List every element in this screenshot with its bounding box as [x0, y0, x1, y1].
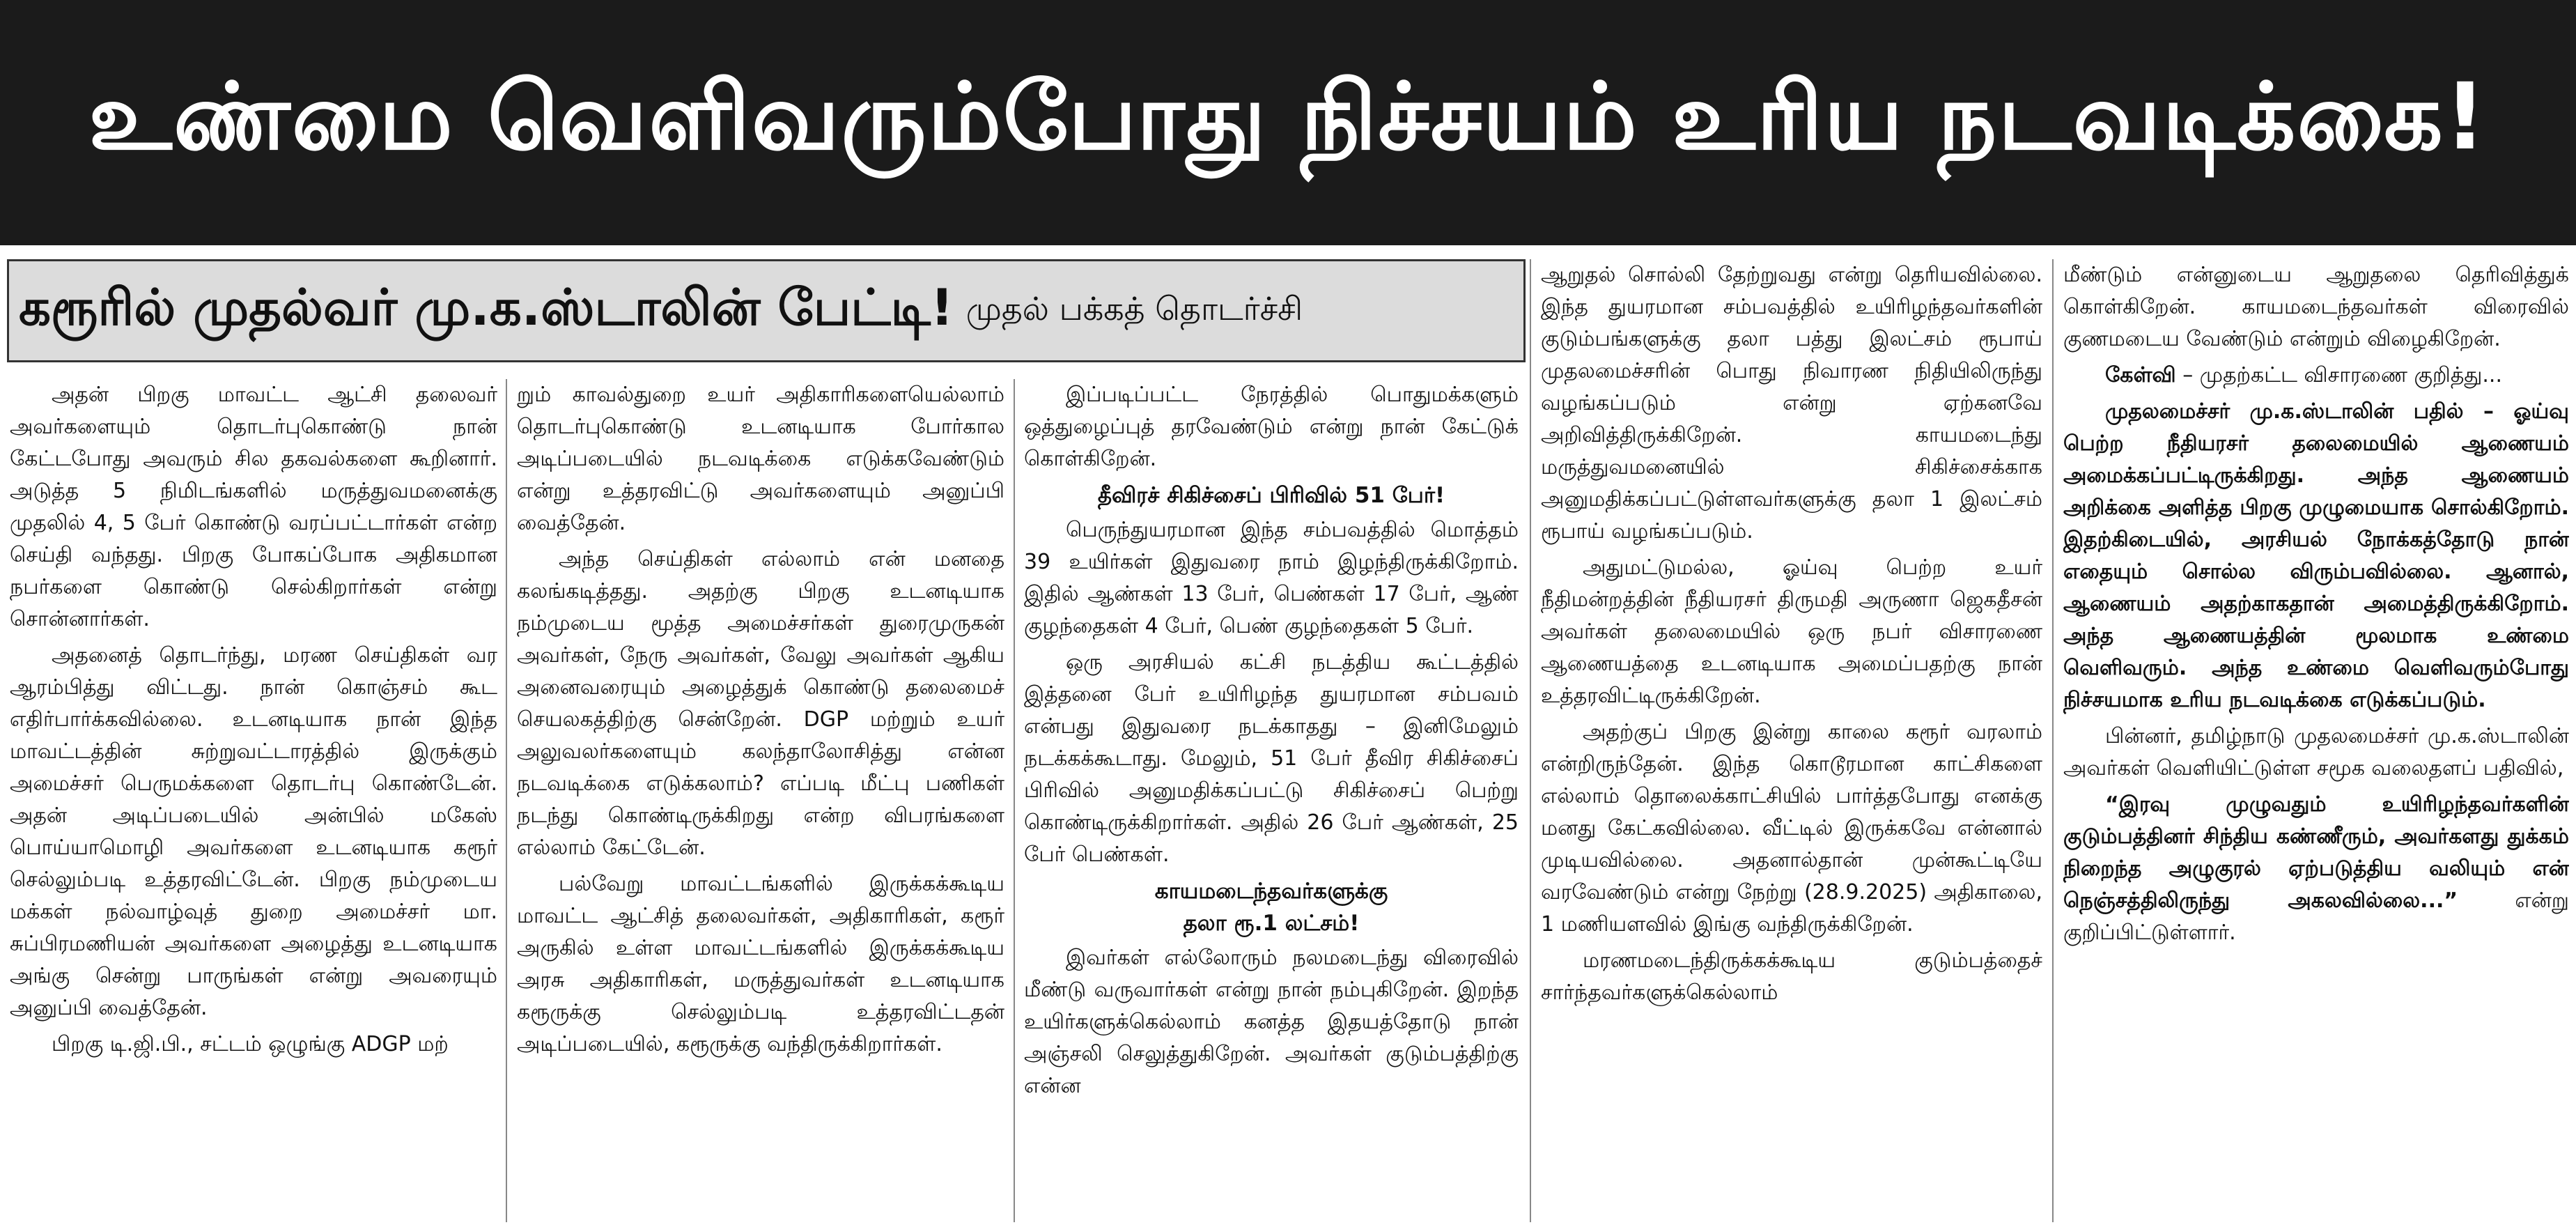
- answer-label: முதலமைச்சர் மு.க.ஸ்டாலின் பதில் –: [2105, 399, 2494, 424]
- section-heading: தலா ரூ.1 லட்சம்!: [1183, 911, 1360, 936]
- paragraph: அதன் பிறகு மாவட்ட ஆட்சி தலைவர் அவர்களையும் தொடர்புகொண்டு நான் கேட்டபோது அவரும் சில தகவல்களை கூறினார். அடுத்த 5 நிமிடங்களில் மருத்துவமனைக்கு முதலில் 4, 5 பேர் கொண்டு வரப்பட்டார்கள் என்ற செய்தி வந்தது. பிறகு போகப்போக அதிகமான நபர்களை கொண்டு செல்கிறார்கள் என்று சொன்னார்கள்.: [10, 383, 497, 631]
- headline: உண்மை வெளிவரும்போது நிச்சயம் உரிய நடவடிக்கை!: [88, 63, 2488, 171]
- question-label: கேள்வி: [2105, 363, 2176, 387]
- paragraph: றும் காவல்துறை உயர் அதிகாரிகளையெல்லாம் தொடர்புகொண்டு உடனடியாக போர்கால அடிப்படையில் நடவடிக்கை எடுக்கவேண்டும் என்று உத்தரவிட்டு அவர்களையும் அனுப்பி வைத்தேன்.: [517, 383, 1004, 535]
- social-media-quote: “இரவு முழுவதும் உயிரிழந்தவர்களின் குடும்பத்தினர் சிந்திய கண்ணீரும், அவர்களது துக்கம் நிறைந்த அழுகுரல் ஏற்படுத்திய வலியும் என் நெஞ்சத்திலிருந்து அகலவில்லை...”: [2063, 792, 2569, 913]
- article-column-1: [10, 379, 497, 1222]
- paragraph: பின்னர், தமிழ்நாடு முதலமைச்சர் மு.க.ஸ்டாலின் அவர்கள் வெளியிட்டுள்ள சமூக வலைதளப் பதிவில்,: [2063, 724, 2569, 780]
- continuation-label: முதல் பக்கத் தொடர்ச்சி: [965, 289, 1303, 328]
- paragraph: ஆறுதல் சொல்லி தேற்றுவது என்று தெரியவில்லை. இந்த துயரமான சம்பவத்தில் உயிரிழந்தவர்களின் குடும்பங்களுக்கு தலா பத்து இலட்சம் ரூபாய் முதலமைச்சரின் பொது நிவாரண நிதியிலிருந்து வழங்கப்படும் என்று ஏற்கனவே அறிவித்திருக்கிறேன். காயமடைந்து மருத்துவமனையில் சிகிச்சைக்காக அனுமதிக்கப்பட்டுள்ளவர்களுக்கு தலா 1 இலட்சம் ரூபாய் வழங்கப்படும்.: [1541, 263, 2042, 544]
- paragraph: பிறகு டி.ஜி.பி., சட்டம் ஒழுங்கு ADGP மற்: [52, 1032, 449, 1056]
- paragraph: அதுமட்டுமல்ல, ஓய்வு பெற்ற உயர் நீதிமன்றத்தின் நீதியரசர் திருமதி அருணா ஜெகதீசன் அவர்கள் தலைமையில் ஒரு நபர் விசாரணை ஆணையத்தை உடனடியாக அமைப்பதற்கு நான் உத்தரவிட்டிருக்கிறேன்.: [1541, 555, 2042, 708]
- paragraph: இவர்கள் எல்லோரும் நலமடைந்து விரைவில் மீண்டு வருவார்கள் என்று நான் நம்புகிறேன். இறந்த உயிர்களுக்கெல்லாம் கனத்த இதயத்தோடு நான் அஞ்சலி செலுத்துகிறேன். அவர்கள் குடும்பத்திற்கு என்ன: [1024, 946, 1519, 1098]
- article-column-3: [1024, 379, 1519, 1222]
- subheadline-title: கரூரில் முதல்வர் மு.க.ஸ்டாலின் பேட்டி!: [19, 278, 954, 337]
- column-divider: [1530, 259, 1531, 1222]
- paragraph: அந்த செய்திகள் எல்லாம் என் மனதை கலங்கடித்தது. அதற்கு பிறகு உடனடியாக நம்முடைய மூத்த அமைச்சர்கள் துரைமுருகன் அவர்கள், நேரு அவர்கள், வேலு அவர்கள் ஆகிய அனைவரையும் அழைத்துக் கொண்டு தலைமைச் செயலகத்திற்கு சென்றேன். DGP மற்றும் உயர் அலுவலர்களையும் கலந்தாலோசித்து என்ன நடவடிக்கை எடுக்கலாம்? எப்படி மீட்பு பணிகள் நடந்து கொண்டிருக்கிறது என்ற விபரங்களை எல்லாம் கேட்டேன்.: [517, 547, 1004, 860]
- paragraph: இப்படிப்பட்ட நேரத்தில் பொதுமக்களும் ஒத்துழைப்புத் தரவேண்டும் என்று நான் கேட்டுக் கொள்கிறேன்.: [1024, 383, 1519, 471]
- subheadline-box: [7, 259, 1526, 362]
- paragraph: மரணமடைந்திருக்கக்கூடிய குடும்பத்தைச் சார்ந்தவர்களுக்கெல்லாம்: [1541, 948, 2042, 1005]
- article-column-5: [2063, 259, 2569, 1222]
- answer-paragraph: [2063, 396, 2569, 716]
- article-column-4: [1541, 259, 2042, 1222]
- paragraph: மீண்டும் என்னுடைய ஆறுதலை தெரிவித்துக் கொள்கிறேன். காயமடைந்தவர்கள் விரைவில் குணமடைய வேண்டும் என்றும் விழைகிறேன்.: [2063, 263, 2569, 351]
- column-divider: [2052, 259, 2054, 1222]
- column-divider: [1014, 379, 1015, 1222]
- paragraph: பல்வேறு மாவட்டங்களில் இருக்கக்கூடிய மாவட்ட ஆட்சித் தலைவர்கள், அதிகாரிகள், கரூர் அருகில் உள்ள மாவட்டங்களில் இருக்கக்கூடிய அரசு அதிகாரிகள், மருத்துவர்கள் உடனடியாக கரூருக்கு செல்லும்படி உத்தரவிட்டதன் அடிப்படையில், கரூருக்கு வந்திருக்கிறார்கள்.: [517, 872, 1004, 1056]
- question-paragraph: [2063, 360, 2569, 392]
- section-heading: காயமடைந்தவர்களுக்கு: [1154, 879, 1388, 904]
- quote-paragraph: [2063, 789, 2569, 949]
- section-heading: தீவிரச் சிகிச்சைப் பிரிவில் 51 பேர்!: [1097, 483, 1445, 508]
- article-column-2: [517, 379, 1004, 1222]
- paragraph: அதனைத் தொடர்ந்து, மரண செய்திகள் வர ஆரம்பித்து விட்டது. நான் கொஞ்சம் கூட எதிர்பார்க்கவில்லை. உடனடியாக நான் இந்த மாவட்டத்தின் சுற்றுவட்டாரத்தில் இருக்கும் அமைச்சர் பெருமக்களை தொடர்பு கொண்டேன். அதன் அடிப்படையில் அன்பில் மகேஸ் பொய்யாமொழி அவர்களை உடனடியாக கரூர் செல்லும்படி உத்தரவிட்டேன். பிறகு நம்முடைய மக்கள் நல்வாழ்வுத் துறை அமைச்சர் மா. சுப்பிரமணியன் அவர்களை அழைத்து உடனடியாக அங்கு சென்று பாருங்கள் என்று அவரையும் அனுப்பி வைத்தேன்.: [10, 643, 497, 1020]
- quote-tail: என்று குறிப்பிட்டுள்ளார்.: [2063, 888, 2569, 945]
- headline-banner: [0, 0, 2576, 245]
- column-divider: [506, 379, 507, 1222]
- paragraph: பெருந்துயரமான இந்த சம்பவத்தில் மொத்தம் 39 உயிர்கள் இதுவரை நாம் இழந்திருக்கிறோம். இதில் ஆண்கள் 13 பேர், பெண்கள் 17 பேர், ஆண் குழந்தைகள் 4 பேர், பெண் குழந்தைகள் 5 பேர்.: [1024, 518, 1519, 638]
- answer-text: ஓய்வு பெற்ற நீதியரசர் தலைமையில் ஆணையம் அமைக்கப்பட்டிருக்கிறது. அந்த ஆணையம் அறிக்கை அளித்த பிறகு முழுமையாக சொல்கிறோம். இதற்கிடையில், அரசியல் நோக்கத்தோடு நான் எதையும் சொல்ல விரும்பவில்லை. ஆனால், ஆணையம் அதற்காகதான் அமைத்திருக்கிறோம். அந்த ஆணையத்தின் மூலமாக உண்மை வெளிவரும். அந்த உண்மை வெளிவரும்போது நிச்சயமாக உரிய நடவடிக்கை எடுக்கப்படும்.: [2063, 399, 2569, 712]
- paragraph: ஒரு அரசியல் கட்சி நடத்திய கூட்டத்தில் இத்தனை பேர் உயிரிழந்த துயரமான சம்பவம் என்பது இதுவரை நடக்காதது – இனிமேலும் நடக்கக்கூடாது. மேலும், 51 பேர் தீவிர சிகிச்சைப் பிரிவில் அனுமதிக்கப்பட்டு சிகிச்சைப் பெற்று கொண்டிருக்கிறார்கள். அதில் 26 பேர் ஆண்கள், 25 பேர் பெண்கள்.: [1024, 650, 1519, 867]
- question-text: – முதற்கட்ட விசாரணை குறித்து...: [2175, 363, 2502, 387]
- paragraph: அதற்குப் பிறகு இன்று காலை கரூர் வரலாம் என்றிருந்தேன். இந்த கொடூரமான காட்சிகளை எல்லாம் தொலைக்காட்சியில் பார்த்தபோது எனக்கு மனது கேட்கவில்லை. வீட்டில் இருக்கவே என்னால் முடியவில்லை. அதனால்தான் முன்கூட்டியே வரவேண்டும் என்று நேற்று (28.9.2025) அதிகாலை, 1 மணியளவில் இங்கு வந்திருக்கிறேன்.: [1541, 720, 2042, 937]
